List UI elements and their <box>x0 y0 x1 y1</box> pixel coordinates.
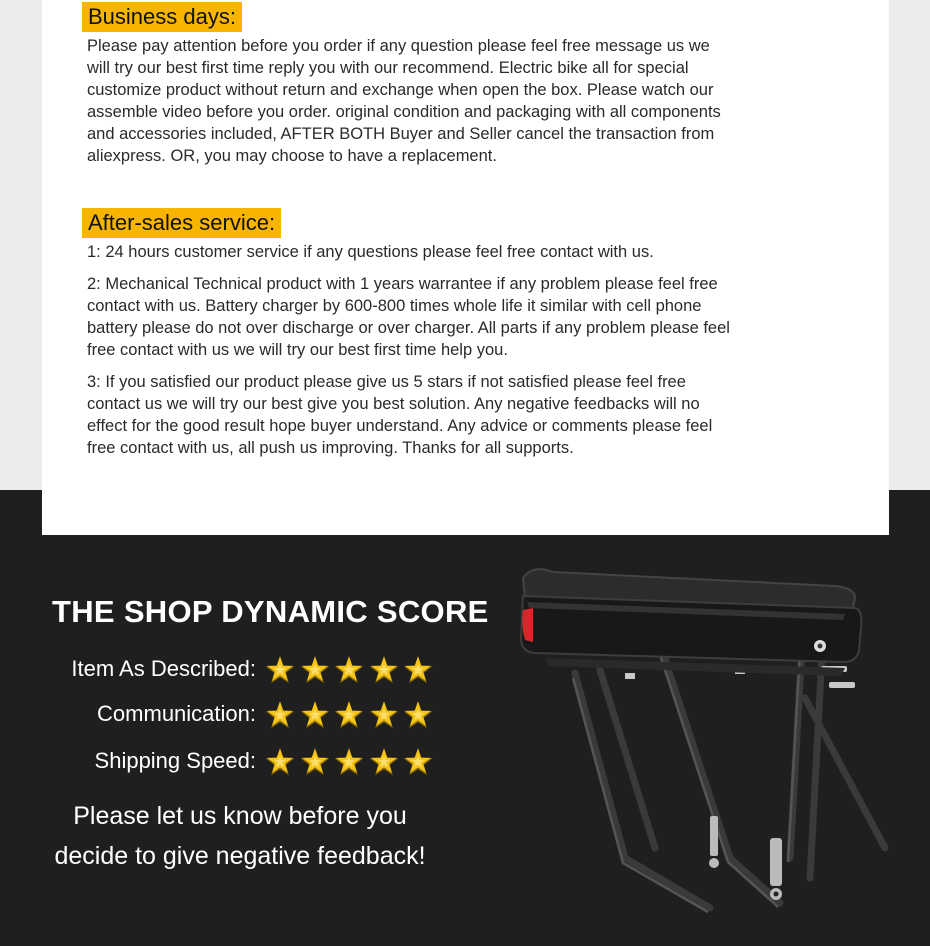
star-icon <box>402 654 434 686</box>
star-icon <box>299 746 331 778</box>
star-rating <box>264 746 440 780</box>
notice-line: Please let us know before you <box>73 802 407 830</box>
after-sales-line: free contact with us we will try our best first time help you. <box>87 341 508 359</box>
star-icon <box>333 654 365 686</box>
shop-score-title: THE SHOP DYNAMIC SCORE <box>52 594 489 629</box>
star-icon <box>368 699 400 731</box>
score-label: Item As Described: <box>71 656 256 681</box>
star-icon <box>368 746 400 778</box>
after-sales-item-1 <box>87 241 807 263</box>
score-row-item-as-described <box>20 654 440 690</box>
business-line: aliexpress. OR, you may choose to have a replacement. <box>87 147 497 165</box>
business-line: assemble video before you order. original condition and packaging with all components <box>87 103 721 121</box>
rear-rack-battery-image <box>505 558 900 928</box>
star-icon <box>299 654 331 686</box>
after-sales-line: battery please do not over discharge or over charger. All parts if any problem please feel <box>87 319 730 337</box>
after-sales-line: 1: 24 hours customer service if any questions please feel free contact with us. <box>87 243 654 261</box>
star-icon <box>264 746 296 778</box>
score-row-shipping-speed <box>20 746 440 782</box>
star-icon <box>299 699 331 731</box>
after-sales-line: 2: Mechanical Technical product with 1 years warrantee if any problem please feel free <box>87 275 718 293</box>
business-line: customize product without return and exchange when open the box. Please watch our <box>87 81 714 99</box>
star-rating <box>264 699 440 733</box>
business-days-text <box>87 35 807 167</box>
negative-feedback-notice <box>40 796 440 876</box>
after-sales-line: contact with us. Battery charger by 600-800 times whole life it similar with cell phone <box>87 297 702 315</box>
after-sales-line: effect for the good result hope buyer understand. Any advice or comments please feel <box>87 417 713 435</box>
star-icon <box>264 654 296 686</box>
business-days-heading: Business days: <box>82 2 242 32</box>
after-sales-item-2 <box>87 273 807 361</box>
star-icon <box>368 654 400 686</box>
after-sales-item-3 <box>87 371 807 459</box>
score-row-communication <box>20 699 440 735</box>
after-sales-line: 3: If you satisfied our product please give us 5 stars if not satisfied please feel free <box>87 373 686 391</box>
star-rating <box>264 654 440 688</box>
after-sales-line: contact us we will try our best give you best solution. Any negative feedbacks will no <box>87 395 700 413</box>
star-icon <box>333 746 365 778</box>
notice-line: decide to give negative feedback! <box>54 842 426 870</box>
business-line: Please pay attention before you order if any question please feel free message us we <box>87 37 710 55</box>
score-label: Shipping Speed: <box>94 748 256 773</box>
star-icon <box>333 699 365 731</box>
star-icon <box>402 699 434 731</box>
star-icon <box>264 699 296 731</box>
business-line: will try our best first time reply you with our recommend. Electric bike all for special <box>87 59 689 77</box>
business-line: and accessories included, AFTER BOTH Buyer and Seller cancel the transaction from <box>87 125 715 143</box>
star-icon <box>402 746 434 778</box>
after-sales-heading: After-sales service: <box>82 208 281 238</box>
score-label: Communication: <box>97 701 256 726</box>
after-sales-line: free contact with us, all push us improving. Thanks for all supports. <box>87 439 574 457</box>
